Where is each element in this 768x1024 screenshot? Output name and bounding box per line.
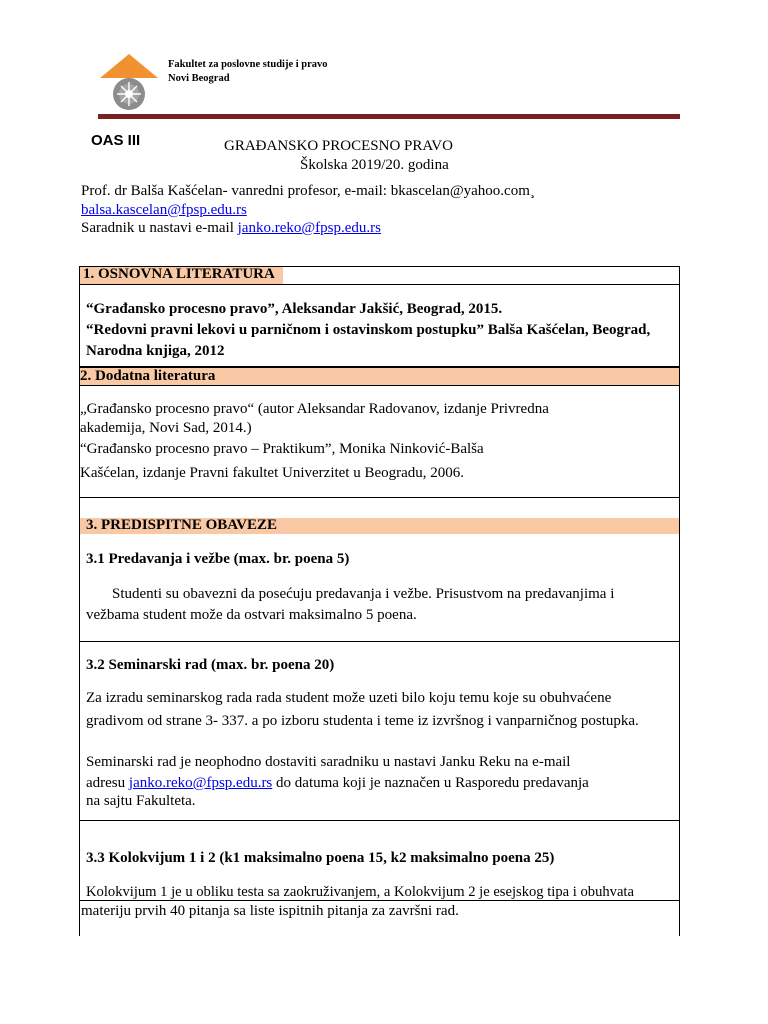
subsection-3-2-text-2: gradivom od strane 3- 337. a po izboru studenta i teme iz izvršnog i vanparničnog postupka.	[86, 713, 639, 729]
row-divider	[79, 641, 680, 642]
additional-literature-2: “Građansko procesno pravo – Praktikum”, Monika Ninković-Balša	[80, 441, 484, 457]
literature-item-2-cont: Narodna knjiga, 2012	[86, 343, 225, 359]
seminar-email-link[interactable]: janko.reko@fpsp.edu.rs	[128, 775, 273, 791]
assistant-contact	[81, 220, 381, 237]
faculty-name	[168, 58, 328, 86]
address-label: adresu	[86, 775, 129, 791]
additional-literature-1: „Građansko procesno pravo“ (autor Aleksandar Radovanov, izdanje Privredna	[80, 401, 549, 417]
deadline-text: do datuma koji je naznačen u Rasporedu predavanja	[272, 775, 589, 791]
subsection-3-2-title: 3.2 Seminarski rad (max. br. poena 20)	[86, 657, 335, 673]
additional-literature-1-cont: akademija, Novi Sad, 2014.)	[80, 420, 252, 436]
program-level: OAS III	[91, 132, 141, 149]
literature-item-1: “Građansko procesno pravo”, Aleksandar Jakšić, Beograd, 2015.	[86, 301, 503, 317]
faculty-name-line1: Fakultet za poslovne studije i pravo	[168, 59, 328, 70]
professor-email-link[interactable]: balsa.kascelan@fpsp.edu.rs	[81, 202, 247, 218]
row-divider	[79, 820, 680, 821]
school-year: Školska 2019/20. godina	[300, 157, 449, 173]
section1-header: 1. OSNOVNA LITERATURA	[83, 266, 275, 282]
course-title: GRAĐANSKO PROCESNO PRAVO	[224, 138, 453, 154]
assistant-email-link[interactable]: janko.reko@fpsp.edu.rs	[237, 220, 381, 236]
subsection-3-2-text-1: Za izradu seminarskog rada rada student može uzeti bilo koju temu koje su obuhvaćene	[86, 690, 612, 706]
professor-contact: Prof. dr Balša Kašćelan- vanredni profesor, e-mail: bkascelan@yahoo.com¸	[81, 183, 535, 199]
subsection-3-1-text-cont: vežbama student može da ostvari maksimalno 5 poena.	[86, 607, 417, 623]
subsection-3-3-text-1: Kolokvijum 1 je u obliku testa sa zaokruživanjem, a Kolokvijum 2 je esejskog tipa i obuhvata	[86, 884, 634, 900]
subsection-3-2-text-3: Seminarski rad je neophodno dostaviti saradniku u nastavi Janku Reku na e-mail	[86, 754, 571, 770]
subsection-3-3-text-2: materiju prvih 40 pitanja sa liste ispitnih pitanja za završni rad.	[81, 903, 459, 919]
assistant-label: Saradnik u nastavi e-mail	[81, 220, 238, 236]
row-divider	[79, 284, 680, 285]
literature-item-2: “Redovni pravni lekovi u parničnom i ostavinskom postupku” Balša Kašćelan, Beograd,	[86, 322, 651, 338]
subsection-3-1-title: 3.1 Predavanja i vežbe (max. br. poena 5)	[86, 551, 350, 567]
faculty-logo	[98, 52, 160, 112]
row-divider	[79, 497, 680, 498]
section2-header: 2. Dodatna literatura	[80, 368, 216, 384]
header-divider	[98, 114, 680, 119]
subsection-3-3-title: 3.3 Kolokvijum 1 i 2 (k1 maksimalno poena 15, k2 maksimalno poena 25)	[86, 850, 555, 866]
faculty-name-line2: Novi Beograd	[168, 73, 230, 84]
section3-header: 3. PREDISPITNE OBAVEZE	[86, 517, 278, 533]
row-divider	[79, 385, 680, 386]
subsection-3-1-text: Studenti su obavezni da posećuju predavanja i vežbe. Prisustvom na predavanjima i	[112, 586, 615, 602]
additional-literature-2-cont: Kašćelan, izdanje Pravni fakultet Univerzitet u Beogradu, 2006.	[80, 465, 465, 481]
subsection-3-2-text-5: na sajtu Fakulteta.	[86, 793, 196, 809]
